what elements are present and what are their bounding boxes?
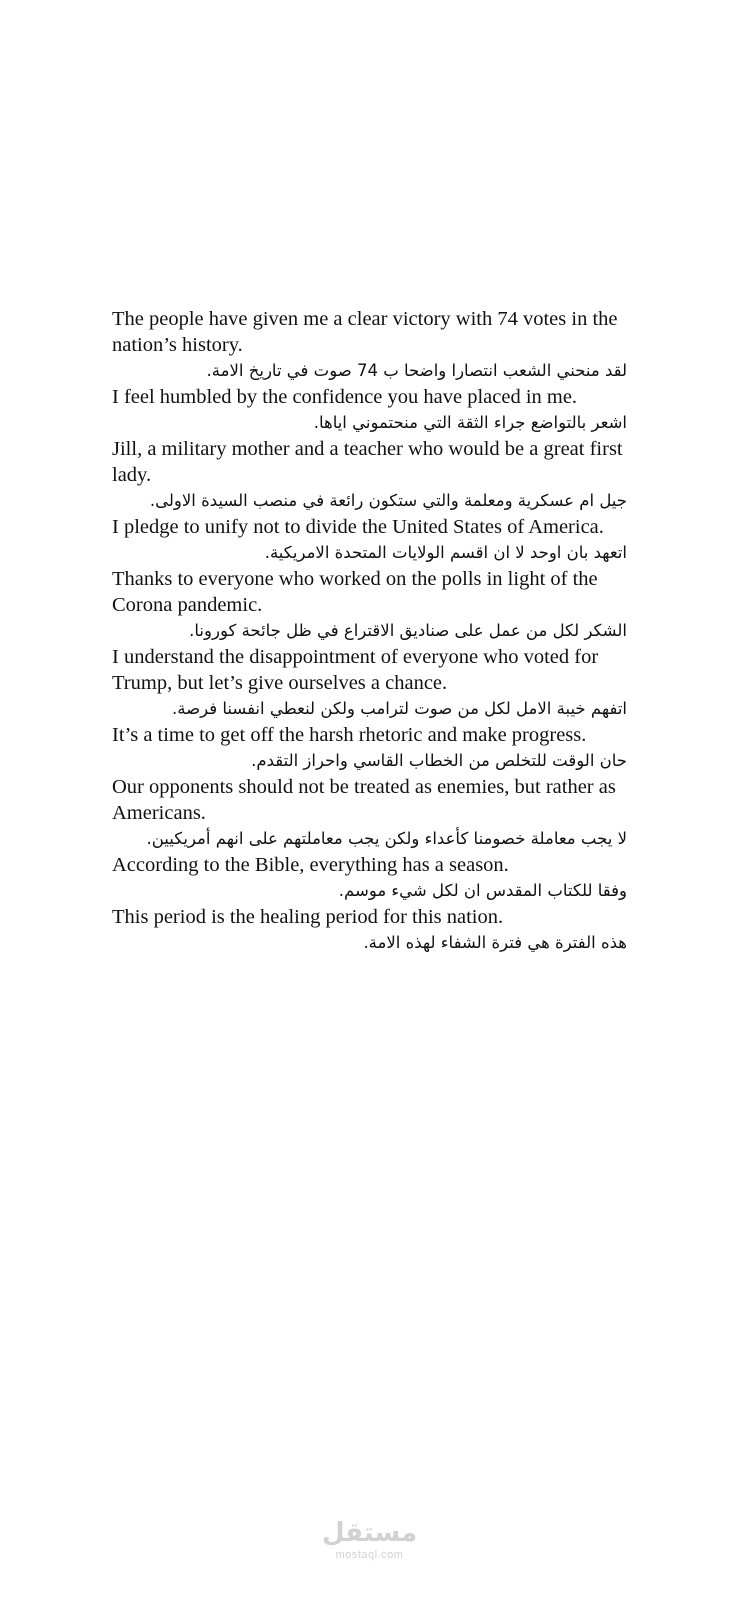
arabic-line-5: .الشكر لكل من عمل على صناديق الاقتراع في ظل جائحة كورونا xyxy=(189,621,627,640)
english-line-8: Our opponents should not be treated as enemies, but rather as Americans. xyxy=(112,776,616,824)
english-line-3: Jill, a military mother and a teacher who would be a great first lady. xyxy=(112,438,623,486)
english-line-1: The people have given me a clear victory with 74 votes in the nation’s history. xyxy=(112,308,618,356)
arabic-line-9: وفقا للكتاب المقدس ان لكل شيء موسم. xyxy=(338,881,627,900)
mostaql-watermark xyxy=(0,1518,739,1562)
english-line-2: I feel humbled by the confidence you have placed in me. xyxy=(112,386,578,408)
arabic-line-7: حان الوقت للتخلص من الخطاب القاسي واحراز التقدم. xyxy=(251,751,627,770)
english-line-6: I understand the disappointment of everyone who voted for Trump, but let’s give ourselves a chance. xyxy=(112,646,599,694)
english-line-4: I pledge to unify not to divide the United States of America. xyxy=(112,516,604,538)
arabic-line-6: اتفهم خيبة الامل لكل من صوت لترامب ولكن لنعطي انفسنا فرصة. xyxy=(172,699,627,718)
bilingual-transcript xyxy=(112,306,632,956)
arabic-line-3: جيل ام عسكرية ومعلمة والتي ستكون رائعة في منصب السيدة الاولى. xyxy=(149,491,627,510)
watermark-logo: مستقل xyxy=(321,1518,418,1548)
english-line-5: Thanks to everyone who worked on the polls in light of the Corona pandemic. xyxy=(112,568,598,616)
arabic-line-8: لا يجب معاملة خصومنا كأعداء ولكن يجب معاملتهم على انهم أمريكيين. xyxy=(146,829,627,848)
arabic-line-4: .اتعهد بان اوحد لا ان اقسم الولايات المتحدة الامريكية xyxy=(264,543,627,562)
english-line-10: This period is the healing period for this nation. xyxy=(112,906,504,928)
arabic-line-10: هذه الفترة هي فترة الشفاء لهذه الامة. xyxy=(363,933,627,952)
arabic-line-1: لقد منحني الشعب انتصارا واضحا ب 74 صوت في تاريخ الامة. xyxy=(206,361,627,380)
english-line-9: According to the Bible, everything has a season. xyxy=(112,854,509,876)
english-line-7: It’s a time to get off the harsh rhetoric and make progress. xyxy=(112,724,587,746)
arabic-line-2: اشعر بالتواضع جراء الثقة التي منحتموني اياها. xyxy=(313,413,627,432)
watermark-domain: mostaql.com xyxy=(335,1549,404,1561)
